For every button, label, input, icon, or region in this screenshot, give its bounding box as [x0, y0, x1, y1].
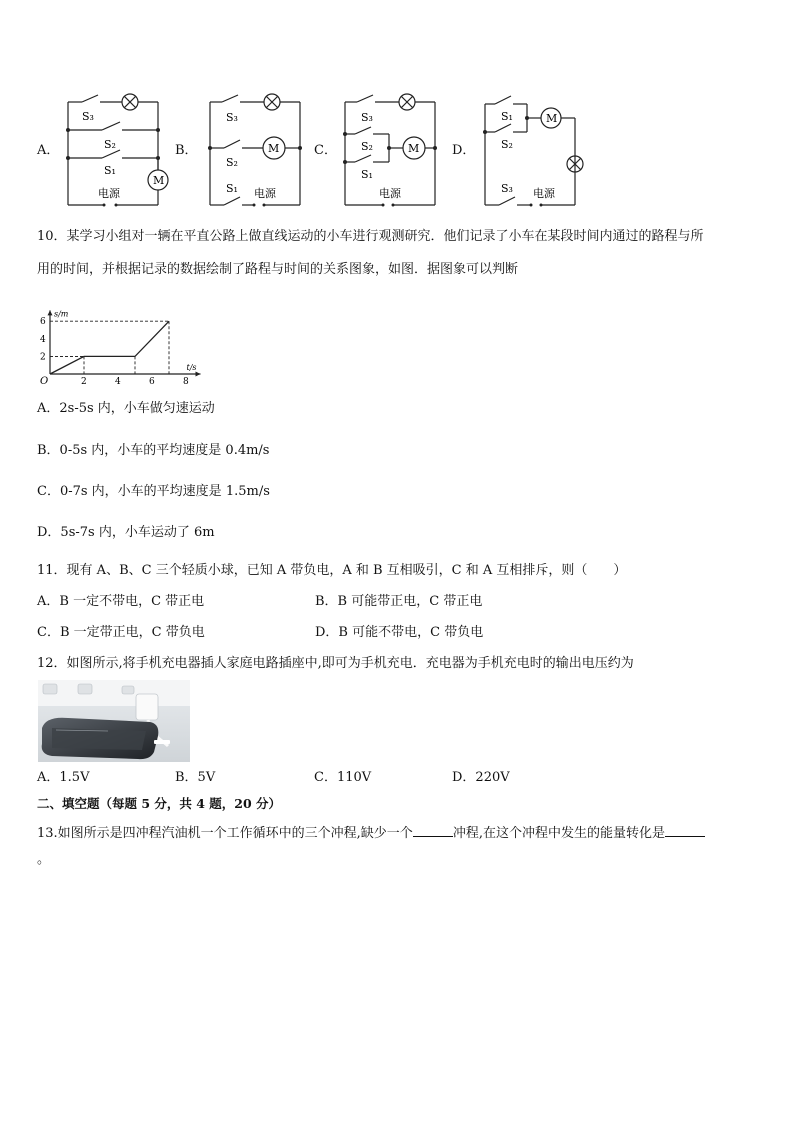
q9-c-s-bot: S₁ [361, 168, 373, 181]
q12-option-d: D．220V [452, 770, 510, 785]
section-heading-fill-in: 二、填空题（每题 5 分，共 4 题，20 分） [37, 796, 282, 811]
x-tick-label: 8 [183, 377, 189, 385]
q9-c-s-mid: S₂ [361, 140, 373, 153]
x-tick-label: 2 [81, 377, 87, 385]
q9-options-row [0, 85, 794, 215]
q11-option-c: C．B 一定带正电，C 带负电 [37, 625, 205, 640]
q9-option-b-letter: B． [175, 143, 198, 158]
q13-part1: 13.如图所示是四冲程汽油机一个工作循环中的三个冲程,缺少一个 [37, 826, 413, 841]
q10-option-b: B．0-5s 内，小车的平均速度是 0.4m/s [37, 443, 270, 458]
y-tick-label: 4 [40, 334, 46, 345]
s-t-graph [30, 290, 210, 385]
y-axis-label: s/m [54, 309, 69, 319]
x-tick-label: 4 [115, 377, 121, 385]
y-axis-arrow [48, 310, 53, 315]
q9-d-s-bot: S₃ [501, 182, 513, 195]
q13-blank-1[interactable] [413, 824, 453, 837]
q9-c-s-top: S₃ [361, 111, 373, 124]
q9-a-s-mid: S₂ [104, 138, 116, 151]
q9-circuit-a [60, 90, 180, 210]
x-axis-arrow [196, 372, 201, 377]
origin-label: O [40, 376, 49, 385]
q13-end-mark: 。 [37, 852, 51, 867]
phone-charger-photo [38, 680, 190, 762]
q9-circuit-b [200, 90, 315, 210]
q9-b-s-top: S₃ [226, 111, 238, 124]
q10-option-d: D．5s-7s 内，小车运动了 6m [37, 525, 215, 540]
q10-option-c: C．0-7s 内，小车的平均速度是 1.5m/s [37, 484, 270, 499]
q9-option-a-letter: A． [37, 143, 60, 158]
q10-stem-line1: 10．某学习小组对一辆在平直公路上做直线运动的小车进行观测研究．他们记录了小车在某段时间内通过的路程与所 [37, 229, 704, 244]
q13-part2: 冲程,在这个冲程中发生的能量转化是 [452, 826, 665, 841]
q9-c-source: 电源 [379, 187, 401, 200]
q10-option-a: A．2s-5s 内，小车做匀速运动 [37, 401, 215, 416]
q12-option-b: B．5V [175, 770, 216, 785]
q9-d-s-top: S₁ [501, 110, 513, 123]
q9-d-source: 电源 [533, 187, 555, 200]
motor-label: M [408, 142, 420, 155]
q9-b-source: 电源 [254, 187, 276, 200]
q9-d-s-mid: S₂ [501, 138, 513, 151]
q9-circuit-c [335, 90, 450, 210]
q9-b-s-mid: S₂ [226, 156, 238, 169]
motor-label: M [153, 174, 165, 187]
y-tick-label: 2 [40, 352, 46, 363]
q13-blank-2[interactable] [665, 824, 705, 837]
x-axis-label: t/s [186, 363, 197, 372]
q9-a-source: 电源 [98, 187, 120, 200]
q13-stem [37, 824, 705, 842]
q9-b-s-bot: S₁ [226, 182, 238, 195]
s-t-series-line [50, 321, 169, 374]
q9-option-c-letter: C． [314, 143, 337, 158]
q12-option-c: C．110V [314, 770, 372, 785]
q11-option-a: A．B 一定不带电，C 带正电 [37, 594, 205, 609]
q11-option-d: D．B 可能不带电，C 带负电 [315, 625, 484, 640]
q12-option-a: A．1.5V [37, 770, 90, 785]
x-tick-label: 6 [149, 377, 155, 385]
q12-stem: 12．如图所示,将手机充电器插人家庭电路插座中,即可为手机充电．充电器为手机充电时的输出电压约为 [37, 656, 634, 671]
q9-a-s-bot: S₁ [104, 164, 116, 177]
q9-a-s-top: S₃ [82, 110, 94, 123]
q11-option-b: B．B 可能带正电，C 带正电 [315, 594, 483, 609]
q10-stem-line2: 用的时间，并根据记录的数据绘制了路程与时间的关系图象，如图．据图象可以判断 [37, 262, 519, 277]
q11-stem: 11．现有 A、B、C 三个轻质小球，已知 A 带负电，A 和 B 互相吸引，C 和 A 互相排斥，则（ ） [37, 563, 627, 578]
motor-label: M [268, 142, 280, 155]
q9-circuit-d [475, 90, 590, 210]
y-tick-label: 6 [40, 317, 46, 328]
motor-label: M [546, 112, 558, 125]
q9-option-d-letter: D． [452, 143, 476, 158]
